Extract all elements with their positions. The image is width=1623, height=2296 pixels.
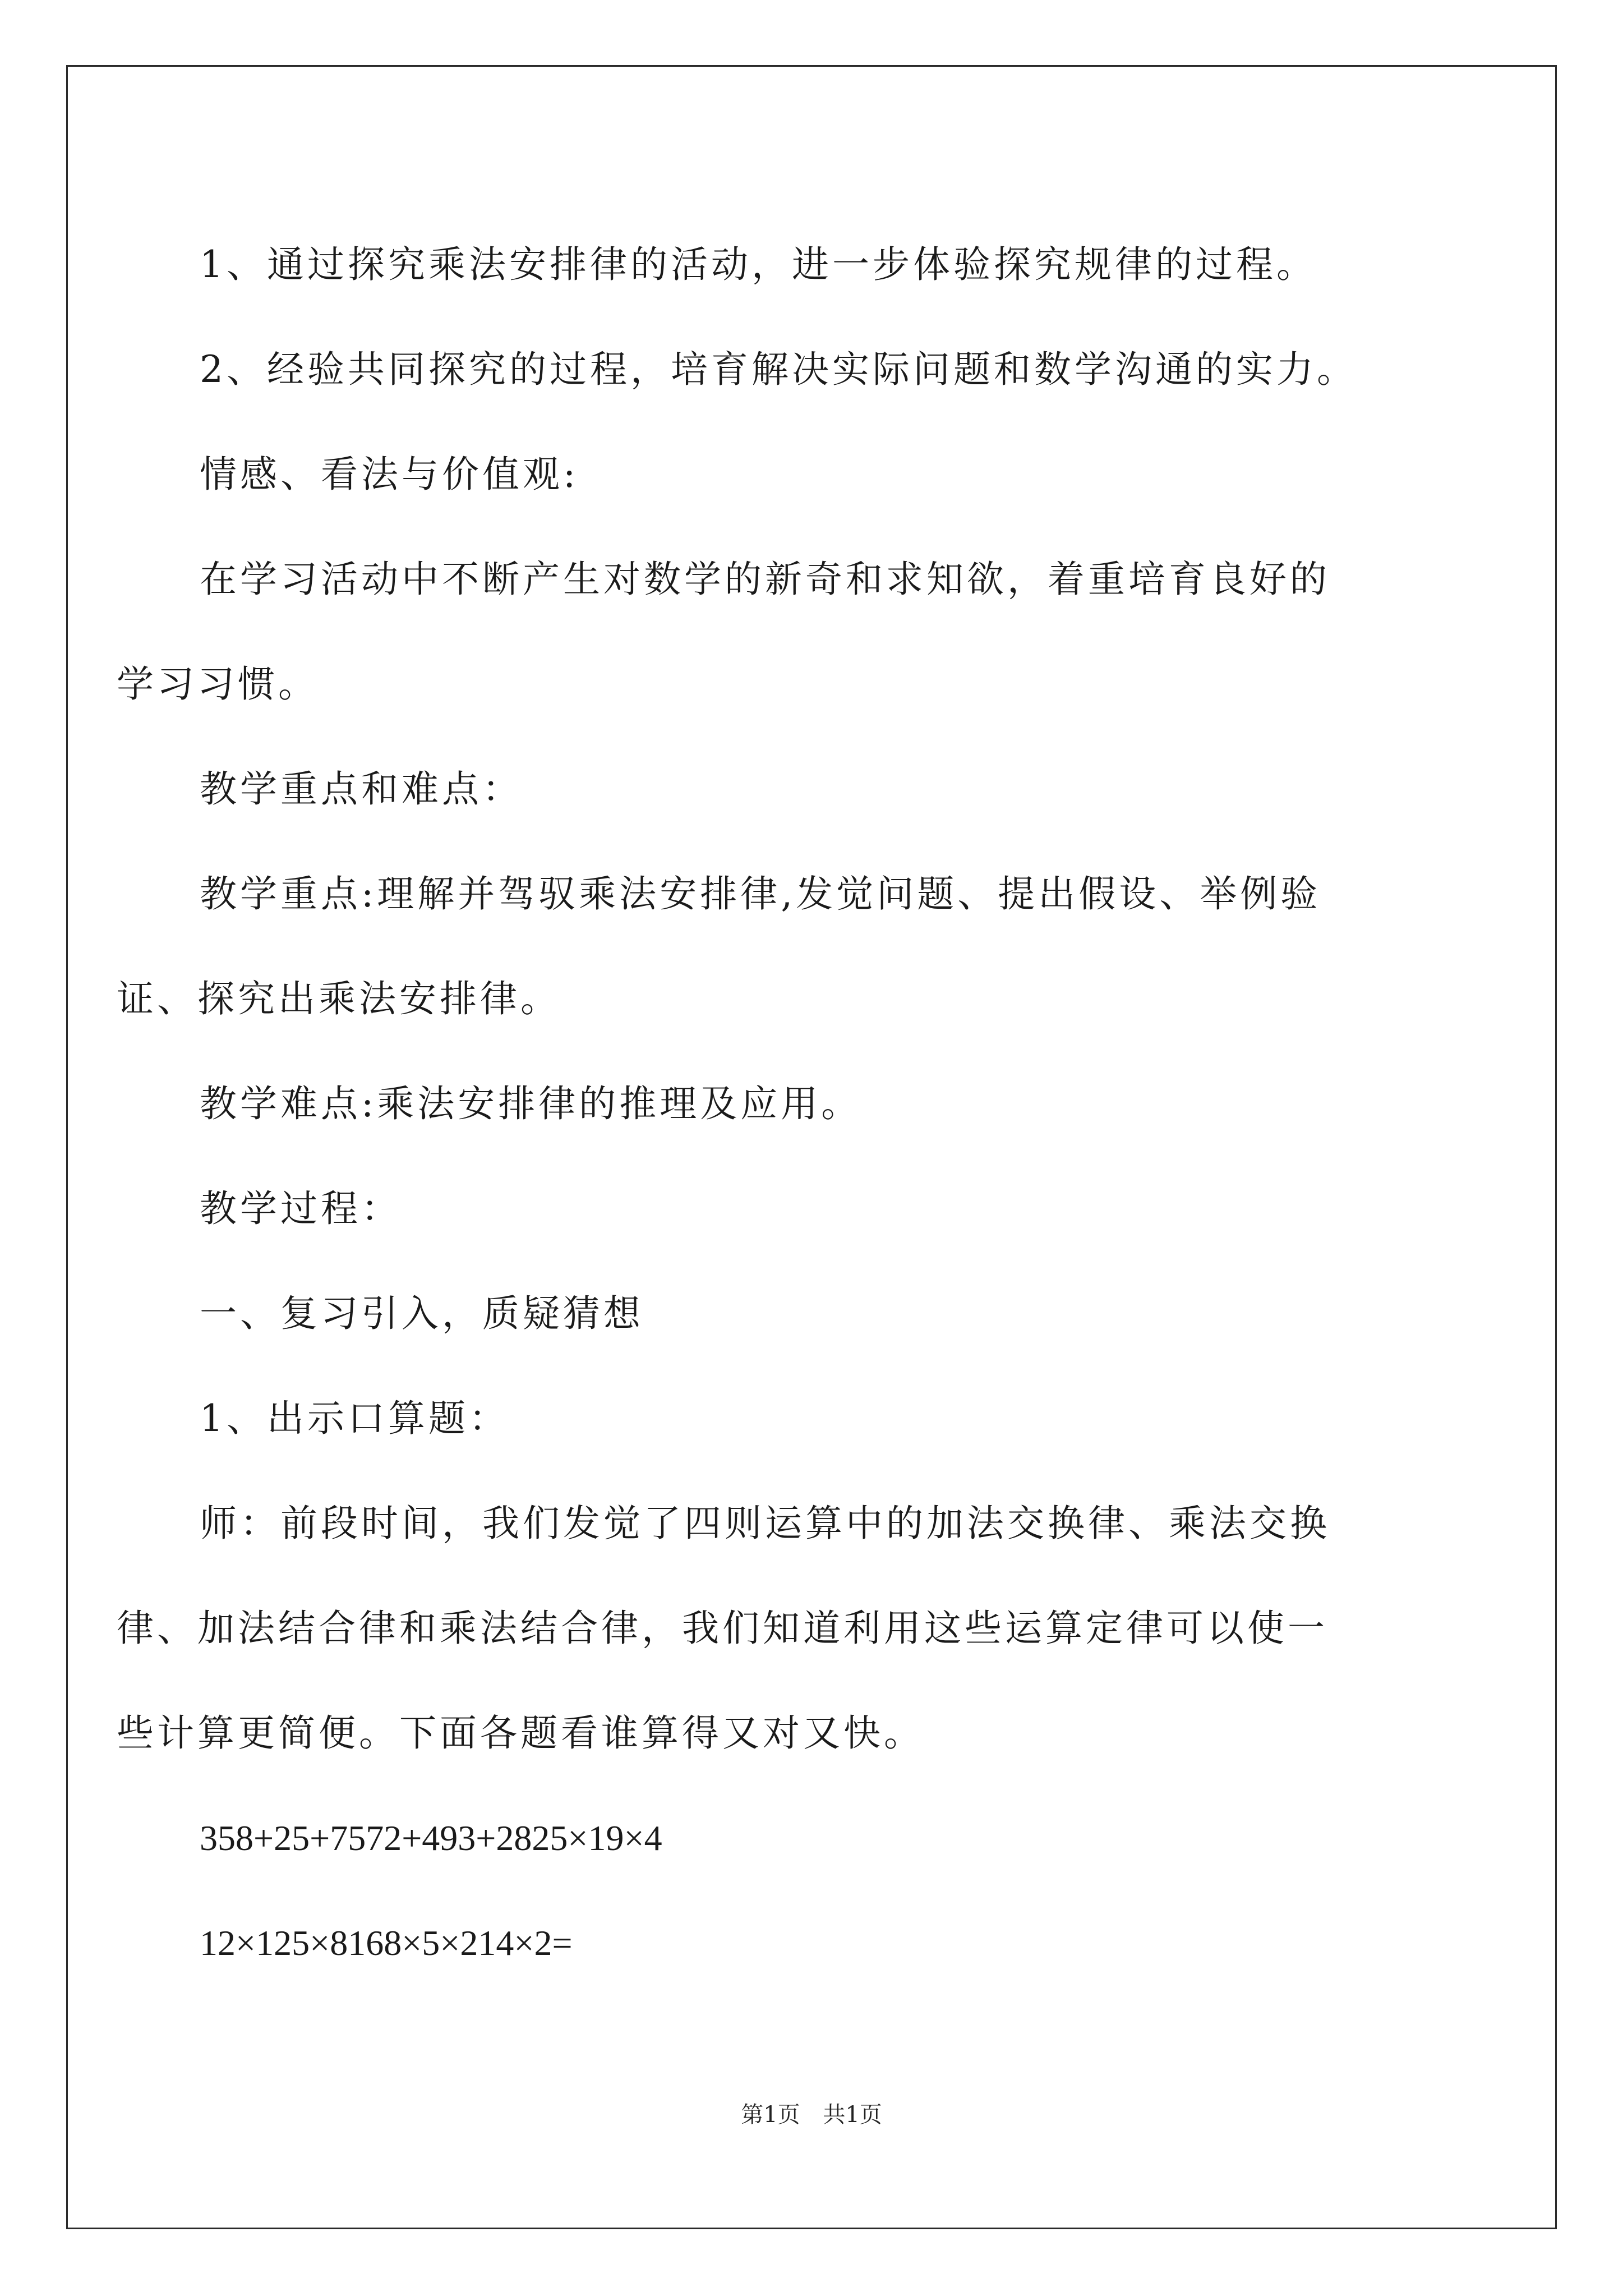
- section-heading: 情感、看法与价值观:: [200, 453, 579, 496]
- paragraph-continuation: 些计算更简便。下面各题看谁算得又对又快。: [117, 1711, 924, 1755]
- paragraph: 教学难点:乘法安排律的推理及应用。: [200, 1082, 862, 1125]
- math-expression: 12×125×8168×5×214×2=: [200, 1923, 573, 1963]
- math-expression: 358+25+7572+493+2825×19×4: [200, 1818, 662, 1858]
- page-number: 第1页: [741, 2102, 800, 2128]
- paragraph-continuation: 律、加法结合律和乘法结合律，我们知道利用这些运算定律可以使一: [117, 1607, 1328, 1650]
- paragraph: 2、经验共同探究的过程，培育解决实际问题和数学沟通的实力。: [200, 348, 1357, 391]
- paragraph: 1、出示口算题：: [200, 1397, 509, 1440]
- page-footer: [0, 2097, 1623, 2129]
- section-heading: 教学过程：: [200, 1187, 402, 1230]
- paragraph: 教学重点:理解并驾驭乘法安排律,发觉问题、提出假设、举例验: [200, 872, 1321, 915]
- paragraph: 师：前段时间，我们发觉了四则运算中的加法交换律、乘法交换: [200, 1502, 1330, 1545]
- paragraph: 在学习活动中不断产生对数学的新奇和求知欲，着重培育良好的: [200, 558, 1330, 601]
- paragraph-continuation: 学习习惯。: [117, 662, 319, 706]
- section-heading: 教学重点和难点：: [200, 767, 523, 811]
- paragraph-continuation: 证、探究出乘法安排律。: [117, 977, 561, 1020]
- document-body: [117, 212, 1433, 1995]
- paragraph: 1、通过探究乘法安排律的活动，进一步体验探究规律的过程。: [200, 243, 1317, 286]
- page-total: 共1页: [823, 2102, 882, 2128]
- section-heading: 一、复习引入，质疑猜想: [200, 1292, 644, 1335]
